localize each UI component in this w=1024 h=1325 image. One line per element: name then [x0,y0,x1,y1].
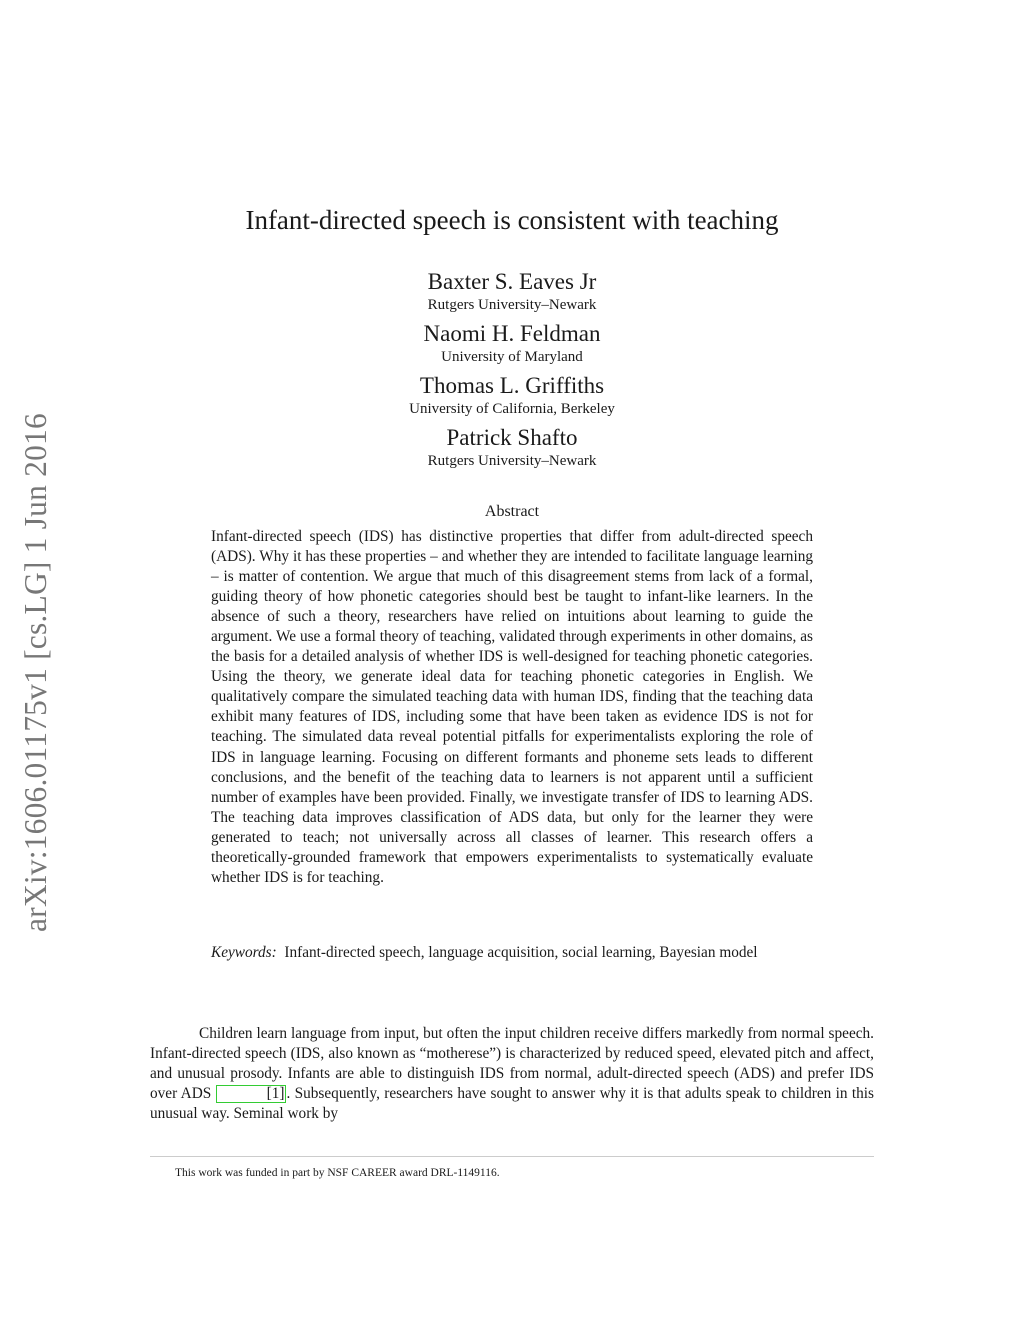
author-name: Baxter S. Eaves Jr [427,269,597,294]
abstract-heading: Abstract [484,503,540,520]
author-affiliation: University of Maryland [441,349,583,365]
footnote-funding: This work was funded in part by NSF CAREER award DRL-1149116. [175,1167,500,1179]
author-affiliation: Rutgers University–Newark [427,453,597,469]
arxiv-identifier-stamp: arXiv:1606.01175v1 [cs.LG] 1 Jun 2016 [18,413,53,932]
footnote-divider [150,1156,874,1157]
author-block [0,424,1024,476]
author-block [0,320,1024,372]
author-list [0,268,1024,476]
author-name: Patrick Shafto [446,425,578,450]
paper-title: Infant-directed speech is consistent with teaching [245,205,779,235]
keywords-line [211,943,813,963]
author-name: Naomi H. Feldman [423,321,601,346]
intro-text-after-citation: . Subsequently, researchers have sought to answer why it is that adults speak to children in this unusual way. Seminal work by [150,1085,874,1123]
author-affiliation: University of California, Berkeley [409,401,615,417]
author-block [0,372,1024,424]
abstract-text: Infant-directed speech (IDS) has distinctive properties that differ from adult-directed speech (ADS). Why it has these properties – and whether they are intended to facilitate language learning – is matter of contention. We argue that much of this disagreement stems from lack of a formal, guiding theory of how phonetic categories should best be taught to infant-like learners. In the absence of such a theory, researchers have relied on intuitions about learning to guide the argument. We use a formal theory of teaching, validated through experiments in other domains, as the basis for a detailed analysis of whether IDS is well-designed for teaching phonetic categories. Using the theory, we generate ideal data for teaching phonetic categories in English. We qualitatively compare the simulated teaching data with human IDS, finding that the teaching data exhibit many features of IDS, including some that have been taken as evidence IDS is not for teaching. The simulated data reveal potential pitfalls for experimentalists exploring the role of IDS in language learning. Focusing on different formants and phoneme sets leads to different conclusions, and the benefit of the teaching data to learners is not apparent until a sufficient number of examples have been provided. Finally, we investigate transfer of IDS to learning ADS. The teaching data improves classification of ADS data, but only for the learner they were generated to teach; not universally across all classes of learner. This research offers a theoretically-grounded framework that empowers experimentalists to systematically evaluate whether IDS is for teaching. [211,528,813,886]
intro-text-before-citation: Children learn language from input, but often the input children receive differs markedly from normal speech. Infant-directed speech (IDS, also known as “motherese”) is characterized by reduced speed, elevated pitch and affect, and unusual prosody. Infants are able to distinguish IDS from normal, adult-directed speech (ADS) and prefer IDS over ADS [150,1025,874,1103]
intro-paragraph [150,1024,874,1124]
author-block [0,268,1024,320]
author-name: Thomas L. Griffiths [419,373,605,398]
keywords-label: Keywords: [211,944,277,961]
keywords-text: Infant-directed speech, language acquisition, social learning, Bayesian model [284,944,758,961]
citation-link[interactable]: [1] [216,1085,287,1103]
author-affiliation: Rutgers University–Newark [427,297,597,313]
